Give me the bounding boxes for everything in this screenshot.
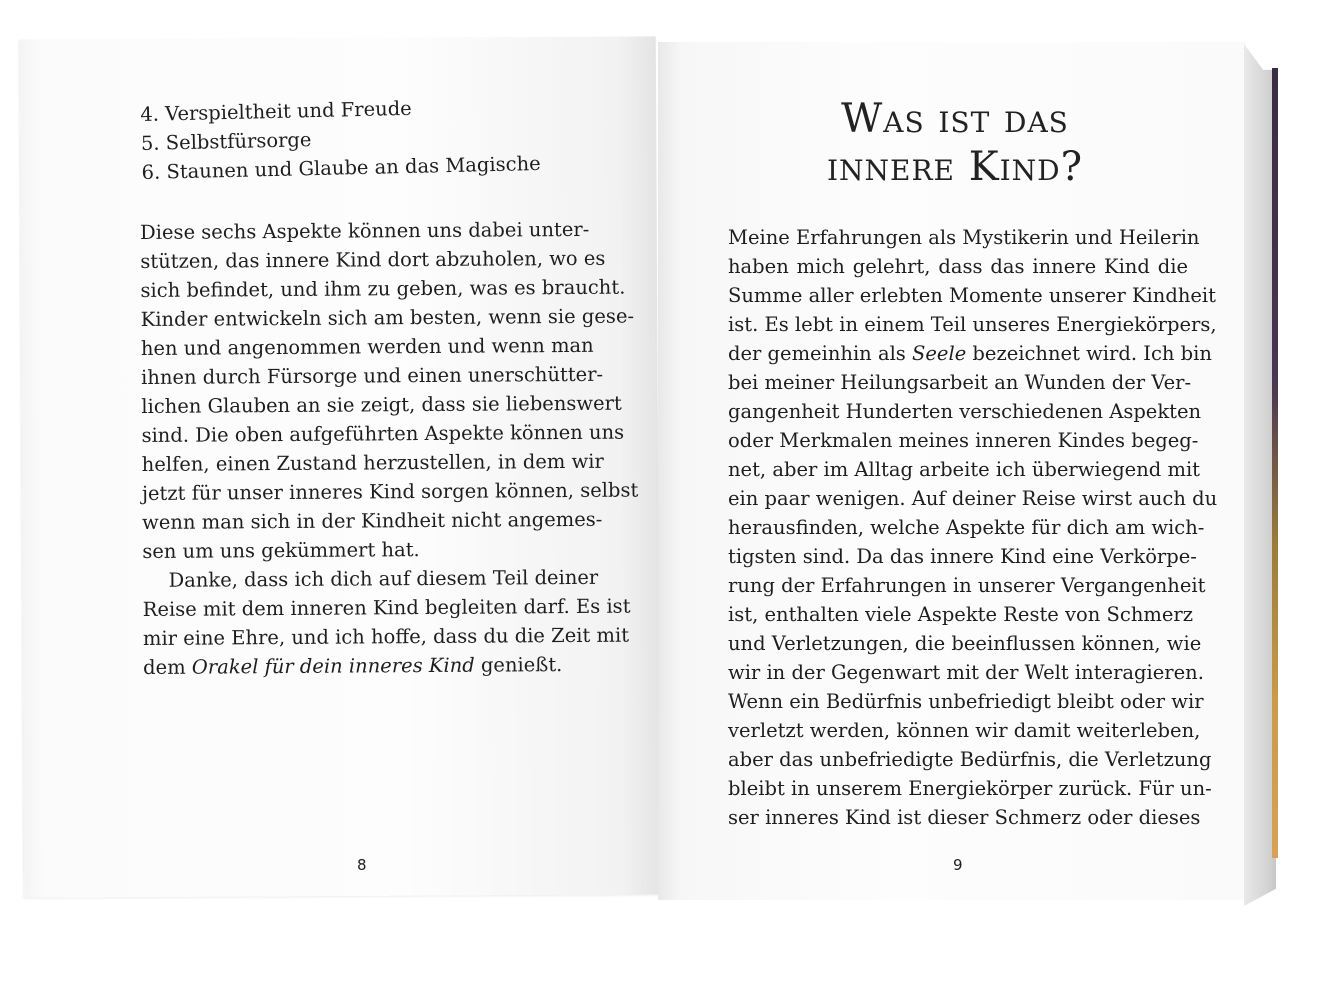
text-line: bleibt in unserem Energiekörper zurück. Für un- [728,777,1212,800]
text-line: oder Merkmalen meines inneren Kindes begeg- [728,429,1199,452]
chapter-title-line-2: innere Kind? [826,144,1084,190]
text-line: hen und angenommen werden und wenn man [140,333,594,360]
text-line: ser inneres Kind ist dieser Schmerz oder dieses [728,806,1201,829]
text-line: Summe aller erlebten Momente unserer Kindheit [728,284,1216,307]
text-line: net, aber im Alltag arbeite ich überwiegend mit [728,458,1201,481]
chapter-title [780,95,1130,191]
book-cover-edge [1272,68,1278,858]
page-number-left: 8 [357,856,367,874]
text-line: wenn man sich in der Kindheit nicht angemes- [142,507,603,534]
text-line: ein paar wenigen. Auf deiner Reise wirst auch du [728,487,1218,510]
text-line: 6. Staunen und Glaube an das Magische [141,151,541,184]
text-line: Wenn ein Bedürfnis unbefriedigt bleibt oder wir [728,690,1204,713]
text-segment: dem [143,655,192,679]
left-page-text [140,215,639,682]
text-line: Danke, dass ich dich auf diesem Teil deiner [168,565,599,592]
text-line: gangenheit Hunderten verschiedenen Aspekten [728,400,1202,423]
text-line: sich befindet, und ihm zu geben, was es braucht. [140,275,626,302]
page-number-right: 9 [953,856,963,874]
text-segment: bezeichnet wird. Ich bin [966,342,1212,365]
text-line: Meine Erfahrungen als Mystikerin und Heilerin [728,226,1200,249]
chapter-title-line-1: Was ist das [841,96,1069,142]
text-line: Kinder entwickeln sich am besten, wenn sie gese- [140,304,635,331]
right-page-text [728,223,1218,832]
text-line: lichen Glauben an sie zeigt, dass sie liebenswert [141,391,622,418]
text-line: Diese sechs Aspekte können uns dabei unter- [140,217,590,244]
text-line: ihnen durch Fürsorge und einen unerschütter- [141,362,604,389]
text-line: 4. Verspieltheit und Freude [140,96,412,126]
text-line: tigsten sind. Da das innere Kind eine Verkörpe- [728,545,1197,568]
text-line: jetzt für unser inneres Kind sorgen können, selbst [141,478,639,505]
text-segment: der gemeinhin als [728,342,913,365]
text-line: ist. Es lebt in einem Teil unseres Energiekörpers, [728,313,1217,336]
text-line: rung der Erfahrungen in unserer Vergangenheit [728,574,1206,597]
text-segment: genießt. [474,653,563,677]
text-line: haben mich gelehrt, dass das innere Kind die [728,255,1188,278]
italic-text: Orakel für dein inneres Kind [191,653,475,679]
text-line: wir in der Gegenwart mit der Welt interagieren. [728,661,1204,684]
text-line: bei meiner Heilungsarbeit an Wunden der Ver- [728,371,1192,394]
text-line: helfen, einen Zustand herzustellen, in dem wir [141,449,604,476]
text-line: sen um uns gekümmert hat. [142,538,420,563]
text-line: und Verletzungen, die beeinflussen können, wie [728,632,1202,655]
text-line [143,650,589,682]
text-line: ist, enthalten viele Aspekte Reste von Schmerz [728,603,1194,626]
text-line: sind. Die oben aufgeführten Aspekte können uns [141,420,625,447]
aspect-list [140,90,592,187]
text-line: herausfinden, welche Aspekte für dich am wich- [728,516,1205,539]
text-line: 5. Selbstfürsorge [140,128,312,155]
text-line: aber das unbefriedigte Bedürfnis, die Verletzung [728,748,1212,771]
text-line: verletzt werden, können wir damit weiterleben, [728,719,1201,742]
text-line: mir eine Ehre, und ich hoffe, dass du die Zeit mit [142,623,630,650]
text-line: stützen, das innere Kind dort abzuholen, wo es [140,246,606,273]
text-line: Reise mit dem inneren Kind begleiten darf. Es ist [142,594,631,621]
italic-text: Seele [912,342,967,365]
text-line [728,339,1212,368]
